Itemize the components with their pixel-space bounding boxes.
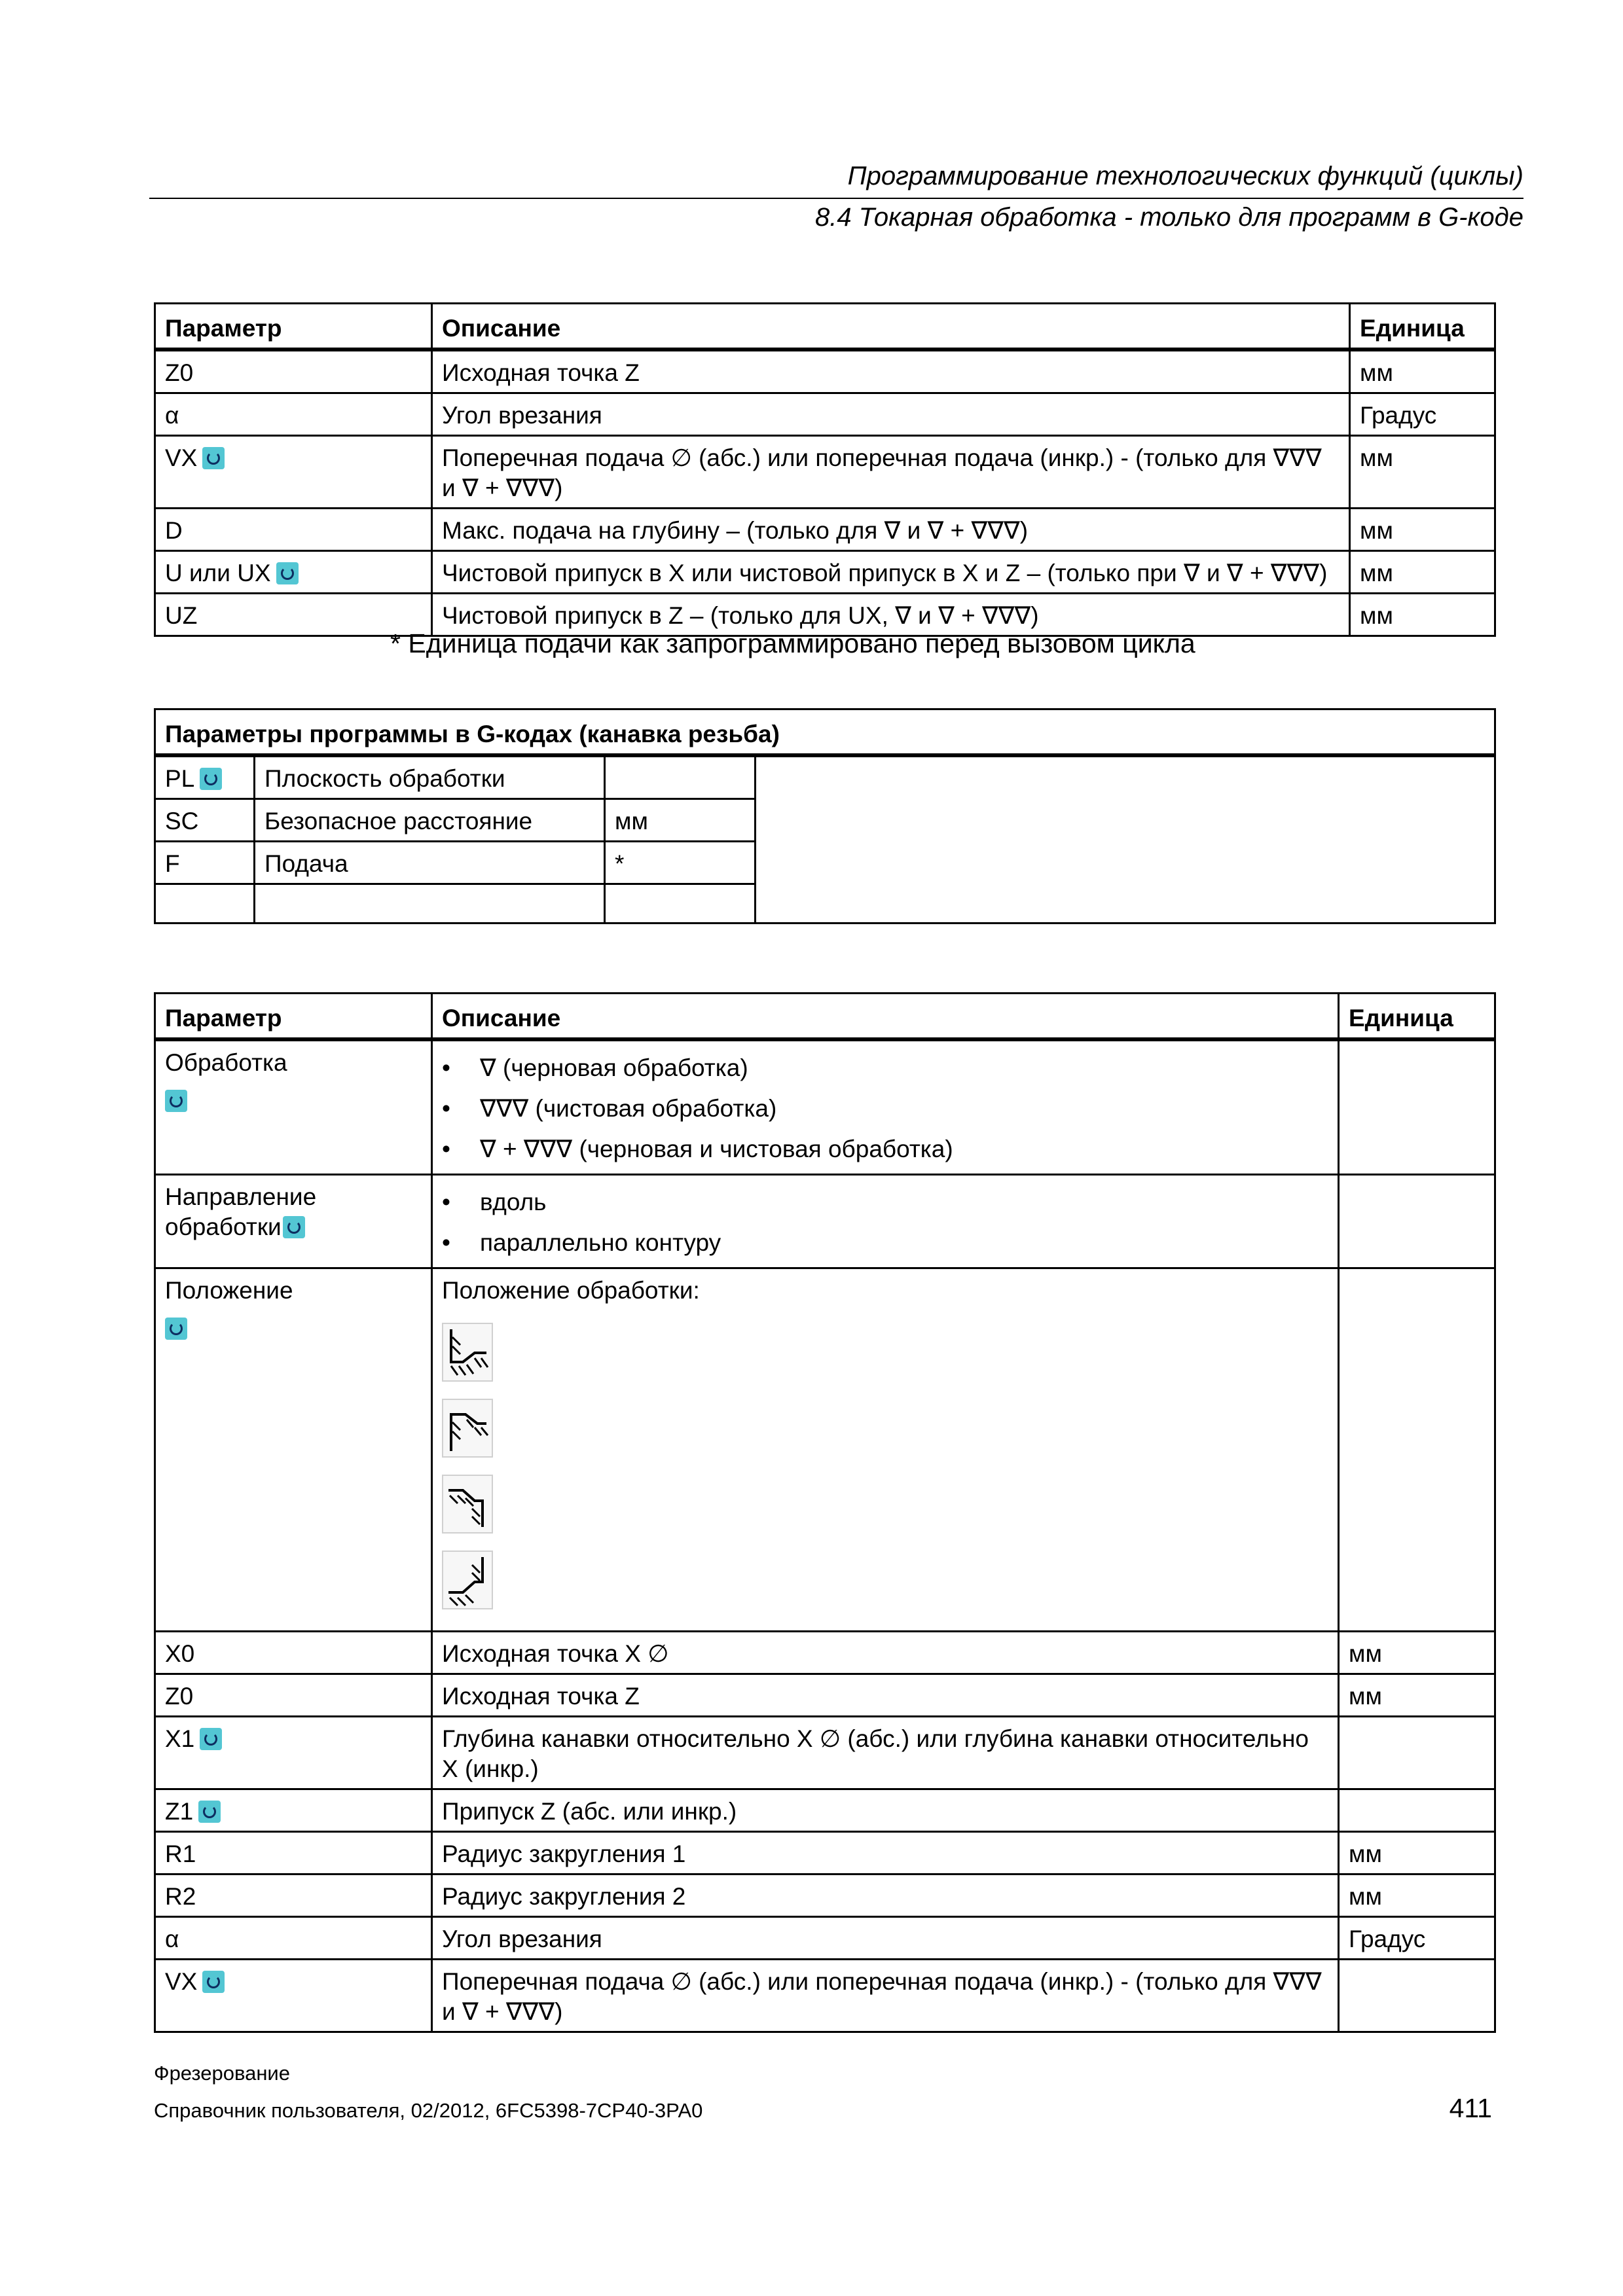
desc-cell [432, 1039, 1339, 1175]
footer-title: Фрезерование [154, 2062, 290, 2085]
table-row-position [155, 1268, 1495, 1632]
parameter-table-2 [154, 992, 1496, 2033]
unit-cell [1339, 1717, 1495, 1789]
unit-cell: * [605, 842, 756, 884]
param-cell: UZ [155, 594, 432, 636]
col-header-parameter: Параметр [155, 994, 432, 1040]
position-back-outer-icon [442, 1399, 493, 1458]
desc-cell: Исходная точка Z [432, 1674, 1339, 1717]
desc-cell: Безопасное расстояние [255, 799, 605, 842]
param-cell: R1 [155, 1832, 432, 1874]
unit-cell: мм [605, 799, 756, 842]
toggle-icon [165, 1090, 187, 1112]
desc-cell: Радиус закругления 2 [432, 1874, 1339, 1917]
unit-cell: мм [1350, 551, 1495, 594]
desc-cell: Исходная точка Z [432, 350, 1350, 393]
param-cell [155, 755, 255, 799]
table-row [155, 1960, 1495, 2032]
table-row-processing [155, 1039, 1495, 1175]
table-row [155, 1717, 1495, 1789]
position-front-inner-icon [442, 1475, 493, 1534]
desc-cell: Поперечная подача ∅ (абс.) или поперечная подача (инкр.) - (только для ∇∇∇ и ∇ + ∇∇∇) [432, 436, 1350, 509]
desc-cell: Угол врезания [432, 1917, 1339, 1960]
unit-cell: мм [1339, 1874, 1495, 1917]
unit-cell [605, 755, 756, 799]
param-label: PL [165, 765, 195, 792]
list-item: • вдоль [442, 1182, 1328, 1223]
param-label: VX [165, 1968, 198, 1995]
processing-options [442, 1048, 1328, 1170]
desc-cell: Чистовой припуск в Z – (только для UX, ∇ и ∇ + ∇∇∇) [432, 594, 1350, 636]
position-front-outer-icon [442, 1323, 493, 1382]
unit-cell [1339, 1268, 1495, 1632]
desc-cell: Подача [255, 842, 605, 884]
list-item: • ∇ (черновая обработка) [442, 1048, 1328, 1088]
param-cell: Z0 [155, 350, 432, 393]
desc-cell: Поперечная подача ∅ (абс.) или поперечная подача (инкр.) - (только для ∇∇∇ и ∇ + ∇∇∇) [432, 1960, 1339, 2032]
param-cell [155, 1960, 432, 2032]
unit-cell: мм [1339, 1632, 1495, 1674]
param-cell [155, 1039, 432, 1175]
unit-cell [1339, 1789, 1495, 1832]
param-cell [155, 1268, 432, 1632]
unit-cell: мм [1350, 594, 1495, 636]
desc-cell [432, 1175, 1339, 1268]
list-item: • ∇∇∇ (чистовая обработка) [442, 1088, 1328, 1129]
position-back-inner-icon [442, 1551, 493, 1609]
toggle-icon [202, 447, 225, 469]
param-cell: Z0 [155, 1674, 432, 1717]
param-cell [155, 884, 255, 924]
desc-cell: Макс. подача на глубину – (только для ∇ и ∇ + ∇∇∇) [432, 509, 1350, 551]
table-row [155, 1674, 1495, 1717]
param-cell [155, 436, 432, 509]
col-header-description: Описание [432, 994, 1339, 1040]
toggle-icon [276, 562, 299, 584]
param-cell [155, 1175, 432, 1268]
toggle-icon [198, 1801, 221, 1823]
running-header-chapter: Программирование технологических функций (циклы) [847, 162, 1523, 190]
toggle-icon [202, 1971, 225, 1993]
table-row [155, 393, 1495, 436]
unit-cell [605, 884, 756, 924]
unit-cell: Градус [1339, 1917, 1495, 1960]
desc-cell: Угол врезания [432, 393, 1350, 436]
col-header-parameter: Параметр [155, 304, 432, 350]
unit-cell [1339, 1960, 1495, 2032]
param-cell: D [155, 509, 432, 551]
unit-cell: Градус [1350, 393, 1495, 436]
list-item: • ∇ + ∇∇∇ (черновая и чистовая обработка) [442, 1129, 1328, 1170]
col-header-unit: Единица [1350, 304, 1495, 350]
param-label: U или UX [165, 560, 271, 586]
unit-cell: мм [1350, 436, 1495, 509]
col-header-description: Описание [432, 304, 1350, 350]
running-header-section: 8.4 Токарная обработка - только для программ в G-коде [815, 203, 1523, 232]
footer-reference: Справочник пользователя, 02/2012, 6FC5398-7CP40-3PA0 [154, 2099, 703, 2122]
param-cell: X0 [155, 1632, 432, 1674]
param-cell [155, 1789, 432, 1832]
unit-cell: мм [1339, 1674, 1495, 1717]
toggle-icon [283, 1216, 305, 1238]
table-row [155, 1789, 1495, 1832]
param-label: VX [165, 444, 198, 471]
param-label: обработки [165, 1213, 282, 1240]
param-cell [155, 551, 432, 594]
param-label: Положение [165, 1277, 293, 1304]
param-cell: F [155, 842, 255, 884]
unit-cell: мм [1350, 350, 1495, 393]
desc-cell: Плоскость обработки [255, 755, 605, 799]
col-header-unit: Единица [1339, 994, 1495, 1040]
table-row [155, 1632, 1495, 1674]
list-item: • параллельно контуру [442, 1223, 1328, 1263]
gcode-parameter-table [154, 708, 1496, 924]
desc-cell: Исходная точка X ∅ [432, 1632, 1339, 1674]
param-label: Направление [165, 1183, 317, 1210]
unit-cell: мм [1350, 509, 1495, 551]
header-rule [149, 198, 1523, 199]
direction-options [442, 1182, 1328, 1263]
param-cell: α [155, 1917, 432, 1960]
toggle-icon [165, 1318, 187, 1340]
empty-area [756, 755, 1495, 924]
table-row [155, 1832, 1495, 1874]
toggle-icon [200, 1728, 222, 1750]
desc-cell [432, 1268, 1339, 1632]
parameter-table-1 [154, 302, 1496, 637]
unit-cell [1339, 1039, 1495, 1175]
table-row [155, 1874, 1495, 1917]
param-cell: α [155, 393, 432, 436]
param-cell: R2 [155, 1874, 432, 1917]
table-row [155, 1917, 1495, 1960]
page-number: 411 [1449, 2093, 1492, 2123]
desc-cell: Глубина канавки относительно X ∅ (абс.) или глубина канавки относительно X (инкр.) [432, 1717, 1339, 1789]
param-label: Z1 [165, 1798, 194, 1825]
param-cell: SC [155, 799, 255, 842]
param-cell [155, 1717, 432, 1789]
param-label: Обработка [165, 1049, 287, 1076]
table-row [155, 350, 1495, 393]
table-row [155, 755, 1495, 799]
table-row [155, 509, 1495, 551]
desc-cell: Чистовой припуск в X или чистовой припуск в X и Z – (только при ∇ и ∇ + ∇∇∇) [432, 551, 1350, 594]
unit-cell: мм [1339, 1832, 1495, 1874]
unit-cell [1339, 1175, 1495, 1268]
desc-cell [255, 884, 605, 924]
toggle-icon [200, 768, 222, 790]
gcode-table-title: Параметры программы в G-кодах (канавка резьба) [155, 709, 1495, 756]
param-label: X1 [165, 1725, 195, 1752]
table-row [155, 436, 1495, 509]
table-row-direction [155, 1175, 1495, 1268]
position-label: Положение обработки: [442, 1277, 700, 1304]
table-row [155, 551, 1495, 594]
desc-cell: Припуск Z (абс. или инкр.) [432, 1789, 1339, 1832]
feed-unit-note: * Единица подачи как запрограммировано перед вызовом цикла [390, 628, 1195, 658]
desc-cell: Радиус закругления 1 [432, 1832, 1339, 1874]
